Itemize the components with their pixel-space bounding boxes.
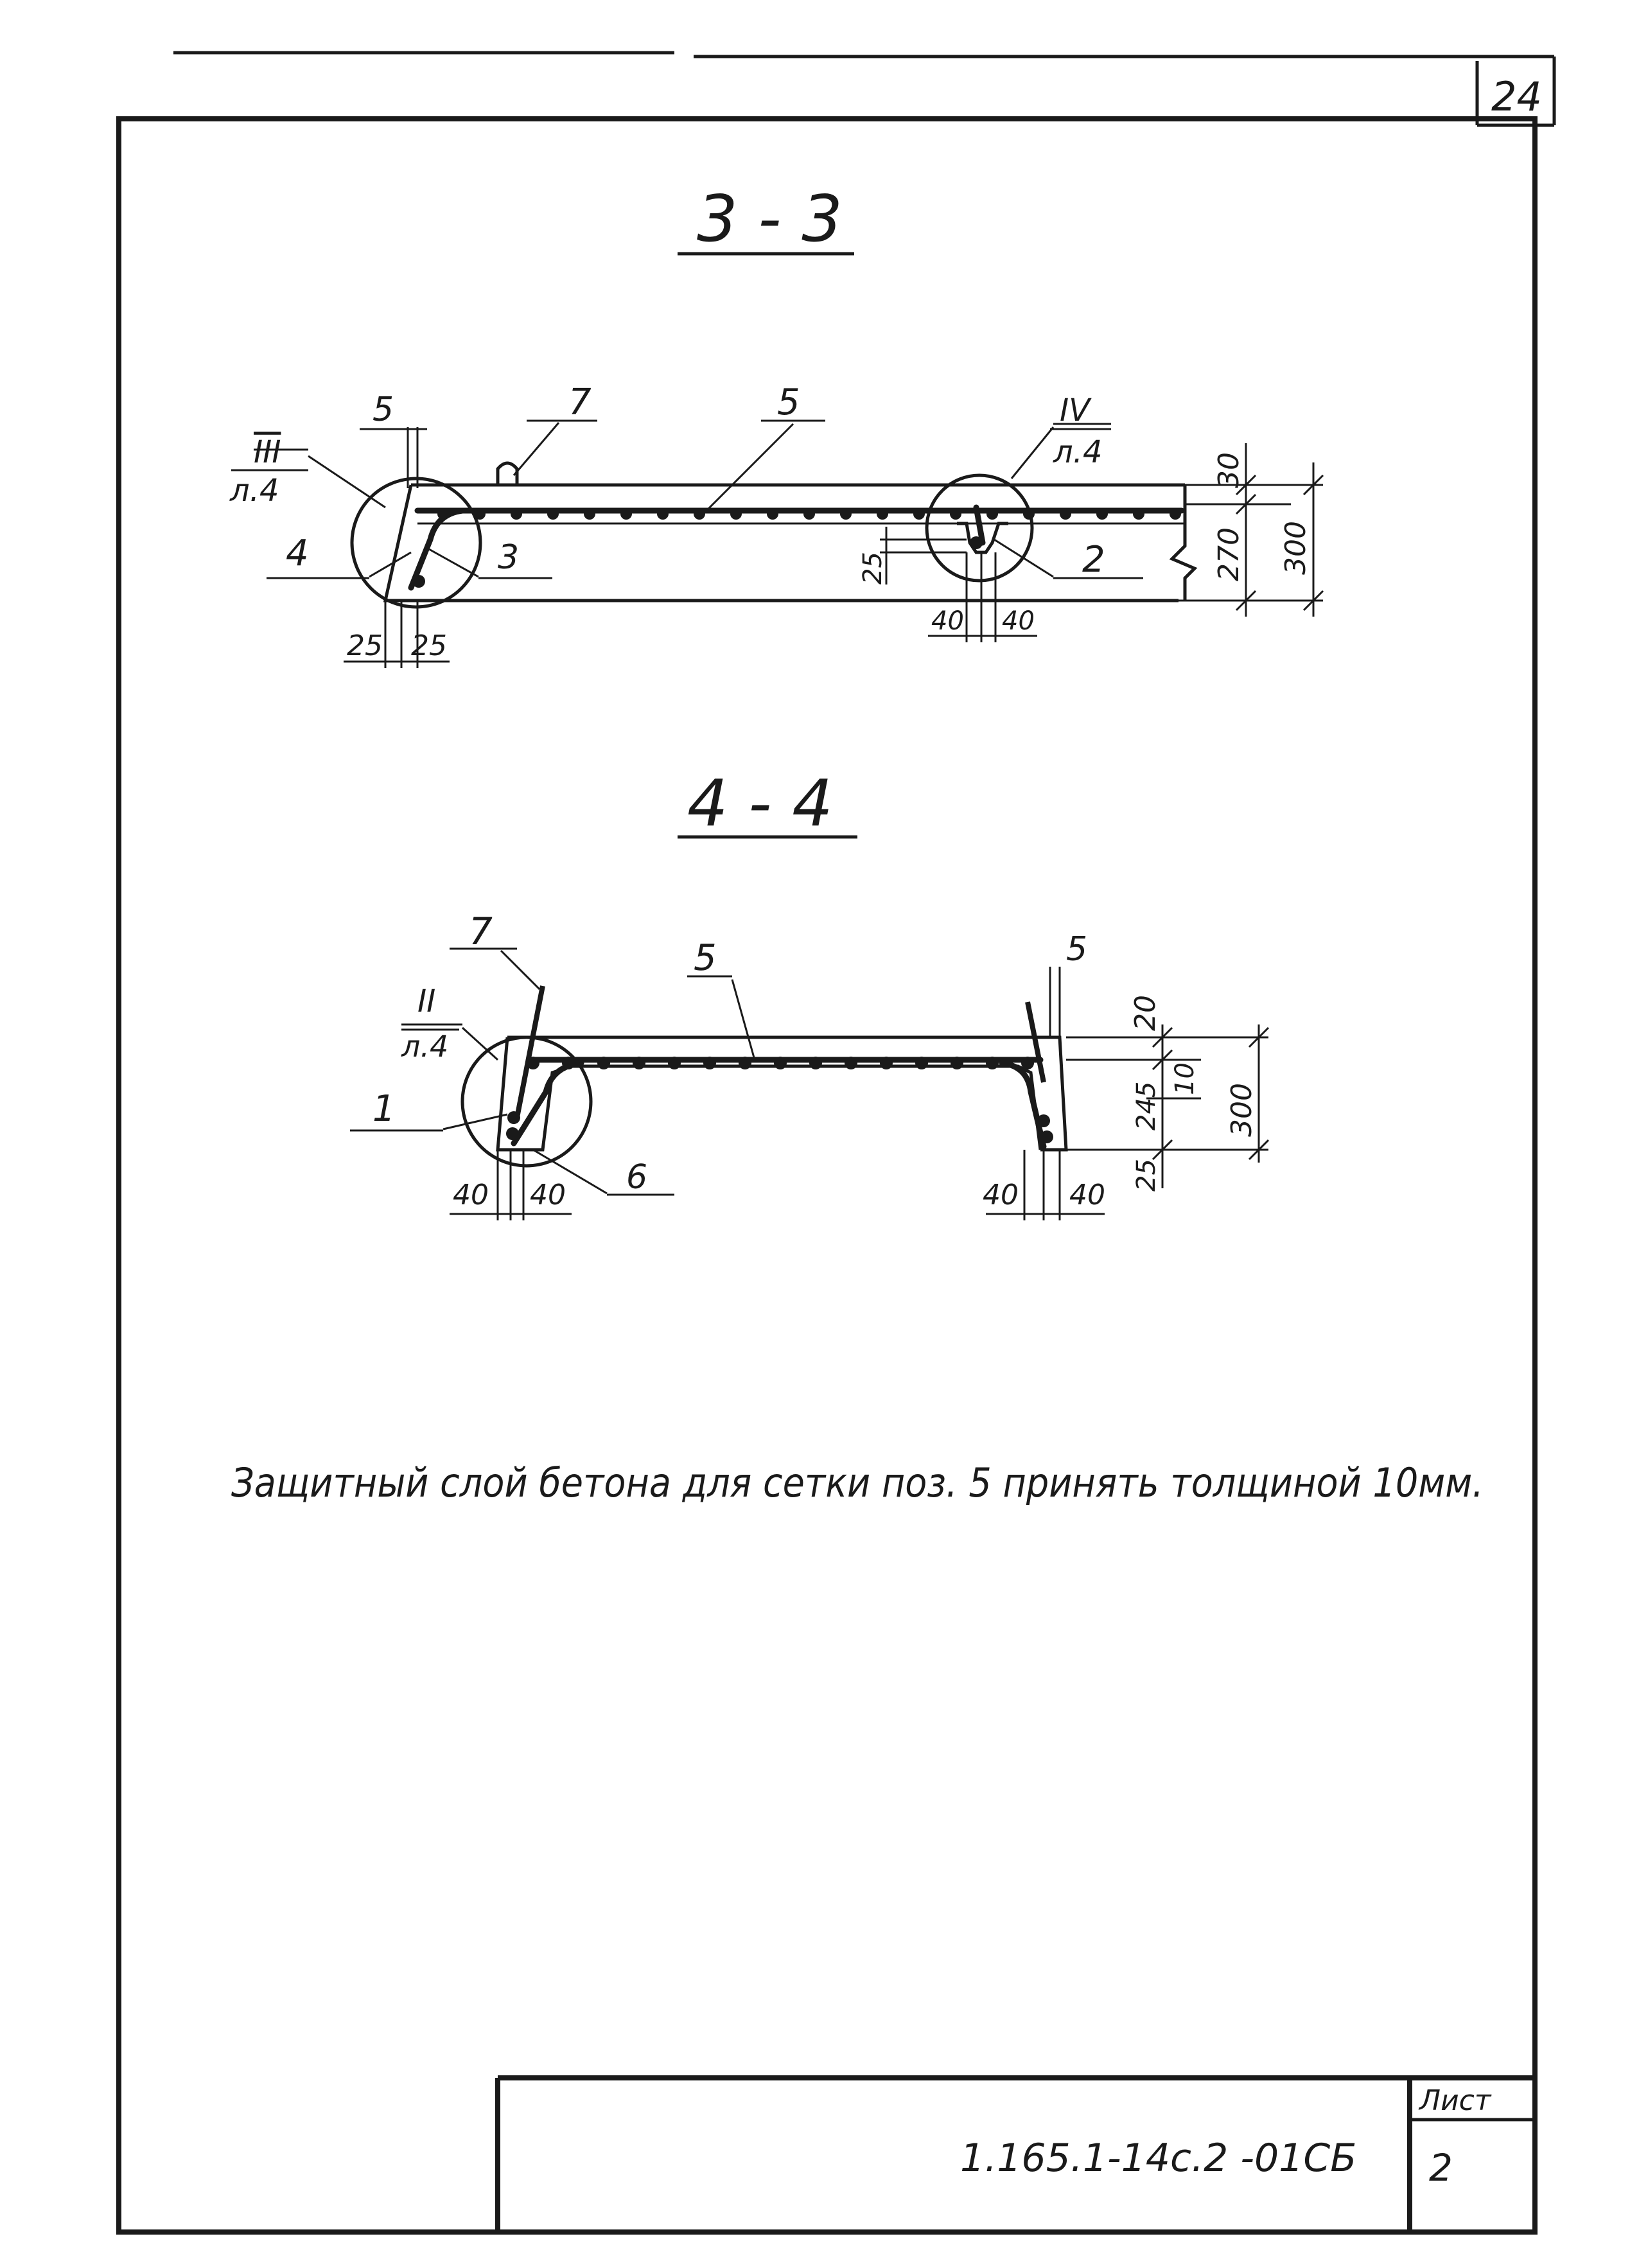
sheet-frame [119,53,1554,2232]
section-4-4-dim-10: 10 [1170,1062,1200,1095]
section-3-3-pos-7: 7 [568,382,592,423]
rebar-dot [1021,1057,1034,1069]
section-4-4-callout-left-sheet: л.4 [401,1029,449,1064]
document-code: 1.165.1-14с.2 -01СБ [960,2136,1357,2181]
rebar-dot [986,1057,999,1069]
section-4-4-pos-5-right: 5 [1066,930,1088,969]
rebar-dot [657,508,669,520]
rebar-dot [506,1127,519,1140]
rebar-dot [774,1057,787,1069]
section-4-4-dim-25: 25 [1132,1159,1161,1191]
section-3-3-dim-30: 30 [1213,452,1245,488]
note-text: Защитный слой бетона для сетки поз. 5 принять толщиной 10мм. [231,1459,1484,1506]
rebar-dot [880,1057,893,1069]
rebar-dot [547,508,559,520]
rebar-dot [840,508,852,520]
section-3-3-pos-3: 3 [498,538,520,577]
rebar-dot [511,508,522,520]
rebar-dot [1023,508,1035,520]
section-3-3-dim-40-a: 40 [931,606,964,636]
section-4-4-title: 4 - 4 [687,766,833,841]
section-3-3-pos-5: 5 [777,382,800,423]
section-4-4-dim-40-ra: 40 [983,1179,1019,1211]
section-4-4-dim-245: 245 [1132,1081,1161,1130]
section-3-3-callout-left-sheet: л.4 [230,473,279,509]
rebar-dot [703,1057,716,1069]
section-3-3-geometry [352,463,1195,607]
rebar-dot [803,508,815,520]
section-3-3-dimensions [344,427,1323,668]
section-4-4-callout-left-numeral: II [417,983,436,1019]
section-3-3-dim-40-b: 40 [1002,606,1035,636]
rebar-dot [412,575,425,588]
section-4-4-dim-40-lb: 40 [530,1179,566,1211]
section-3-3-title: 3 - 3 [697,181,843,256]
rebar-dot [694,508,705,520]
rebar-dot [877,508,888,520]
rebar-dot [915,1057,928,1069]
section-3-3-pos-5-dim: 5 [372,391,394,429]
rebar-dot [474,508,486,520]
rebar-dot [1037,1114,1050,1127]
rebar-dot [986,508,998,520]
section-3-3-mesh-dots [412,508,1181,588]
section-3-3-dim-25-left-b: 25 [411,629,447,662]
rebar-dot [913,508,925,520]
section-4-4-dim-300: 300 [1225,1083,1258,1137]
rebar-dot [507,1111,520,1124]
rebar-dot [809,1057,822,1069]
section-4-4-dim-20: 20 [1129,995,1162,1031]
section-3-3-dim-300: 300 [1279,521,1312,575]
sheet-number: 2 [1429,2146,1453,2190]
rebar-dot [767,508,778,520]
section-4-4-dim-40-la: 40 [453,1179,489,1211]
rebar-dot [739,1057,751,1069]
section-4-4-pos-5: 5 [694,937,717,979]
rebar-dot [1133,508,1144,520]
rebar-dot [1096,508,1108,520]
section-3-3-callout-right-numeral: IV [1060,392,1090,428]
section-3-3-pos-2: 2 [1082,539,1105,581]
section-3-3-callout-left-numeral: III [254,434,281,470]
rebar-dot [1170,508,1181,520]
section-4-4-mesh-dots [506,1057,1053,1143]
rebar-dot [527,1057,539,1069]
section-3-3-dim-25-vertical: 25 [858,552,888,585]
rebar-dot [584,508,595,520]
section-4-4-pos-6: 6 [626,1158,648,1197]
section-4-4-pos-1: 1 [372,1088,396,1130]
rebar-dot [437,508,449,520]
rebar-dot [730,508,742,520]
rebar-dot [951,1057,963,1069]
sheet-label: Лист [1419,2084,1491,2117]
section-3-3-callout-right-sheet: л.4 [1053,434,1103,470]
rebar-dot [668,1057,681,1069]
section-3-3-pos-4: 4 [286,532,309,574]
rebar-dot [620,508,632,520]
rebar-dot [1060,508,1071,520]
rebar-dot [597,1057,610,1069]
rebar-dot [562,1057,575,1069]
section-3-3-dim-270: 270 [1213,527,1245,581]
page-number: 24 [1491,73,1542,120]
section-4-4-pos-7: 7 [469,910,493,953]
section-4-4-geometry [462,986,1066,1166]
rebar-dot [633,1057,645,1069]
rebar-dot [845,1057,857,1069]
rebar-dot [970,536,983,549]
rebar-dot [950,508,961,520]
rebar-dot [1040,1130,1053,1143]
section-3-3-dim-25-left-a: 25 [347,629,383,662]
section-4-4-dim-40-rb: 40 [1069,1179,1105,1211]
